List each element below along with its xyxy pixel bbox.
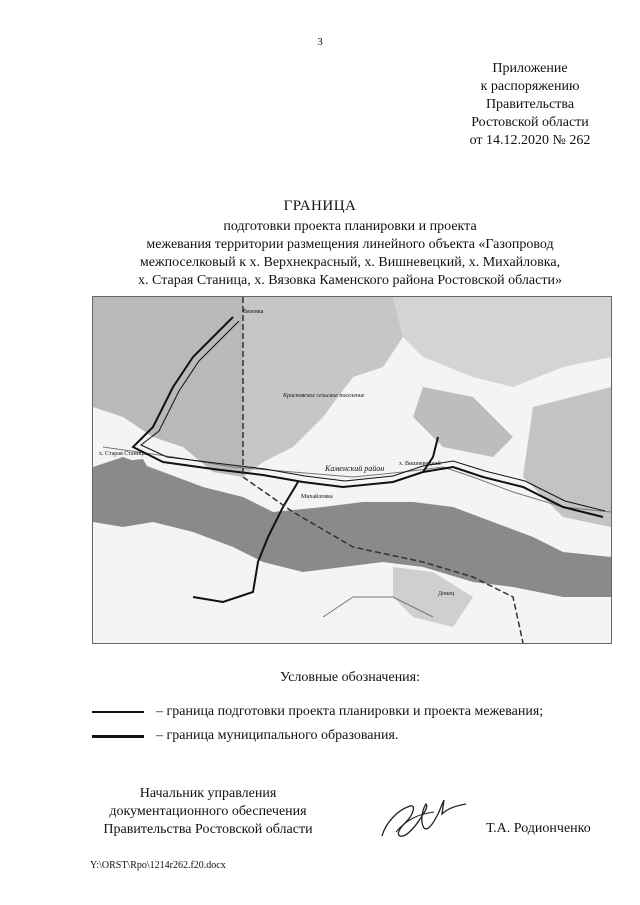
appendix-line: от 14.12.2020 № 262 xyxy=(469,133,591,148)
appendix-line: Ростовской области xyxy=(471,115,589,130)
document-subtitle xyxy=(60,218,640,290)
signature-image xyxy=(376,792,472,846)
subtitle-line: подготовки проекта планировки и проекта xyxy=(223,219,477,234)
legend-item-text: – граница подготовки проекта планировки и проекта межевания; xyxy=(156,704,544,719)
legend-item-text: – граница муниципального образования. xyxy=(156,728,399,743)
subtitle-line: х. Старая Станица, х. Вязовка Каменского района Ростовской области» xyxy=(138,273,562,288)
map-label-village: Михайловка xyxy=(301,494,333,500)
boundary-map xyxy=(92,296,612,644)
appendix-line: Правительства xyxy=(485,97,575,112)
legend-thick-line xyxy=(92,735,144,738)
subtitle-line: межпоселковый к х. Верхнекрасный, х. Вишневецкий, х. Михайловка, xyxy=(139,255,561,270)
appendix-line: к распоряжению xyxy=(480,79,580,94)
legend-title: Условные обозначения: xyxy=(279,670,421,685)
signer-line: Правительства Ростовской области xyxy=(103,822,313,837)
subtitle-line: межевания территории размещения линейного объекта «Газопровод xyxy=(146,237,554,252)
appendix-line: Приложение xyxy=(492,61,568,76)
signer-line: документационного обеспечения xyxy=(109,804,307,819)
file-path: Y:\ORST\Rpo\1214r262.f20.docx xyxy=(90,860,226,871)
appendix-block xyxy=(430,60,630,150)
legend-item xyxy=(92,703,543,721)
signer-line: Начальник управления xyxy=(139,786,277,801)
map-label-village: х. Вишневецкий xyxy=(399,461,441,467)
map-svg xyxy=(93,297,611,643)
page-number: 3 xyxy=(317,36,323,48)
map-label-village: х. Старая Станица xyxy=(99,451,146,457)
map-label-settlement: Красновское сельское поселение xyxy=(283,393,365,399)
map-label-district: Каменский район xyxy=(325,464,385,473)
signer-name: Т.А. Родионченко xyxy=(486,821,591,836)
legend-item xyxy=(92,727,398,745)
map-label-river: Донец xyxy=(438,591,455,597)
document-title: ГРАНИЦА xyxy=(283,198,357,214)
signer-position xyxy=(88,785,328,839)
map-label-village: Вязовка xyxy=(243,309,264,315)
legend-thin-line xyxy=(92,711,144,713)
